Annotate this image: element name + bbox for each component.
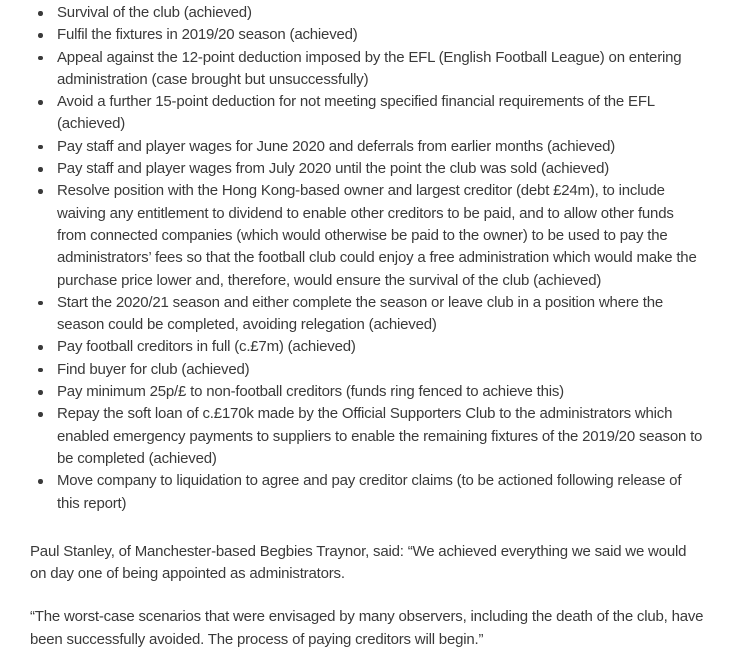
list-item xyxy=(30,381,704,403)
list-item-text: Survival of the club (achieved) xyxy=(57,4,252,21)
list-item-text: Pay football creditors in full (c.£7m) (achieved) xyxy=(57,338,356,356)
list-item-text: Repay the soft loan of c.£170k made by the Official Supporters Club to the administrators which enabled emergency payments to suppliers to enable the remaining fixtures of the 2019/20 season to be completed (achieved) xyxy=(57,405,703,467)
list-item-text: Avoid a further 15-point deduction for not meeting specified financial requirements of the EFL (achieved) xyxy=(57,93,655,133)
list-item-text: Pay minimum 25p/£ to non-football creditors (funds ring fenced to achieve this) xyxy=(57,383,564,401)
list-item xyxy=(30,359,704,381)
list-item xyxy=(30,158,704,180)
list-item xyxy=(30,403,704,470)
list-item-text: Resolve position with the Hong Kong-based owner and largest creditor (debt £24m), to include waiving any entitlement to dividend to enable other creditors to be paid, and to allow other funds from connected companies (which would otherwise be paid to the owner) to be used to pay the administrators’ fees so that the football club could enjoy a free administration which would make the purchase price lower and, therefore, would ensure the survival of the club (achieved) xyxy=(57,182,697,289)
list-item-text: Find buyer for club (achieved) xyxy=(57,360,250,378)
list-item xyxy=(30,336,704,358)
list-item xyxy=(30,91,704,136)
list-item xyxy=(30,136,704,158)
list-item xyxy=(30,470,704,515)
list-item xyxy=(30,2,704,24)
quote-paragraph-1: Paul Stanley, of Manchester-based Begbies Traynor, said: “We achieved everything we said we would on day one of being appointed as administrators. xyxy=(30,542,687,583)
list-item xyxy=(30,47,704,92)
list-item-text: Start the 2020/21 season and either complete the season or leave club in a position where the season could be completed, avoiding relegation (achieved) xyxy=(57,293,663,334)
list-item-text: Pay staff and player wages for June 2020 and deferrals from earlier months (achieved) xyxy=(57,137,616,155)
objectives-list xyxy=(30,2,704,520)
list-item-text: Appeal against the 12-point deduction imposed by the EFL (English Football League) on entering administration (case brought but unsuccessfully) xyxy=(57,48,682,88)
list-item xyxy=(30,24,704,46)
list-item-text: Pay staff and player wages from July 2020 until the point the club was sold (achieved) xyxy=(57,160,610,178)
quote-paragraph-2: “The worst-case scenarios that were envisaged by many observers, including the death of the club, have been successfully avoided. The process of paying creditors will begin.” xyxy=(30,608,704,648)
list-item-text: Fulfil the fixtures in 2019/20 season (achieved) xyxy=(57,26,358,44)
list-item xyxy=(30,292,704,337)
list-item xyxy=(30,180,704,291)
list-item-text: Move company to liquidation to agree and pay creditor claims (to be actioned following release of this report) xyxy=(57,472,682,512)
